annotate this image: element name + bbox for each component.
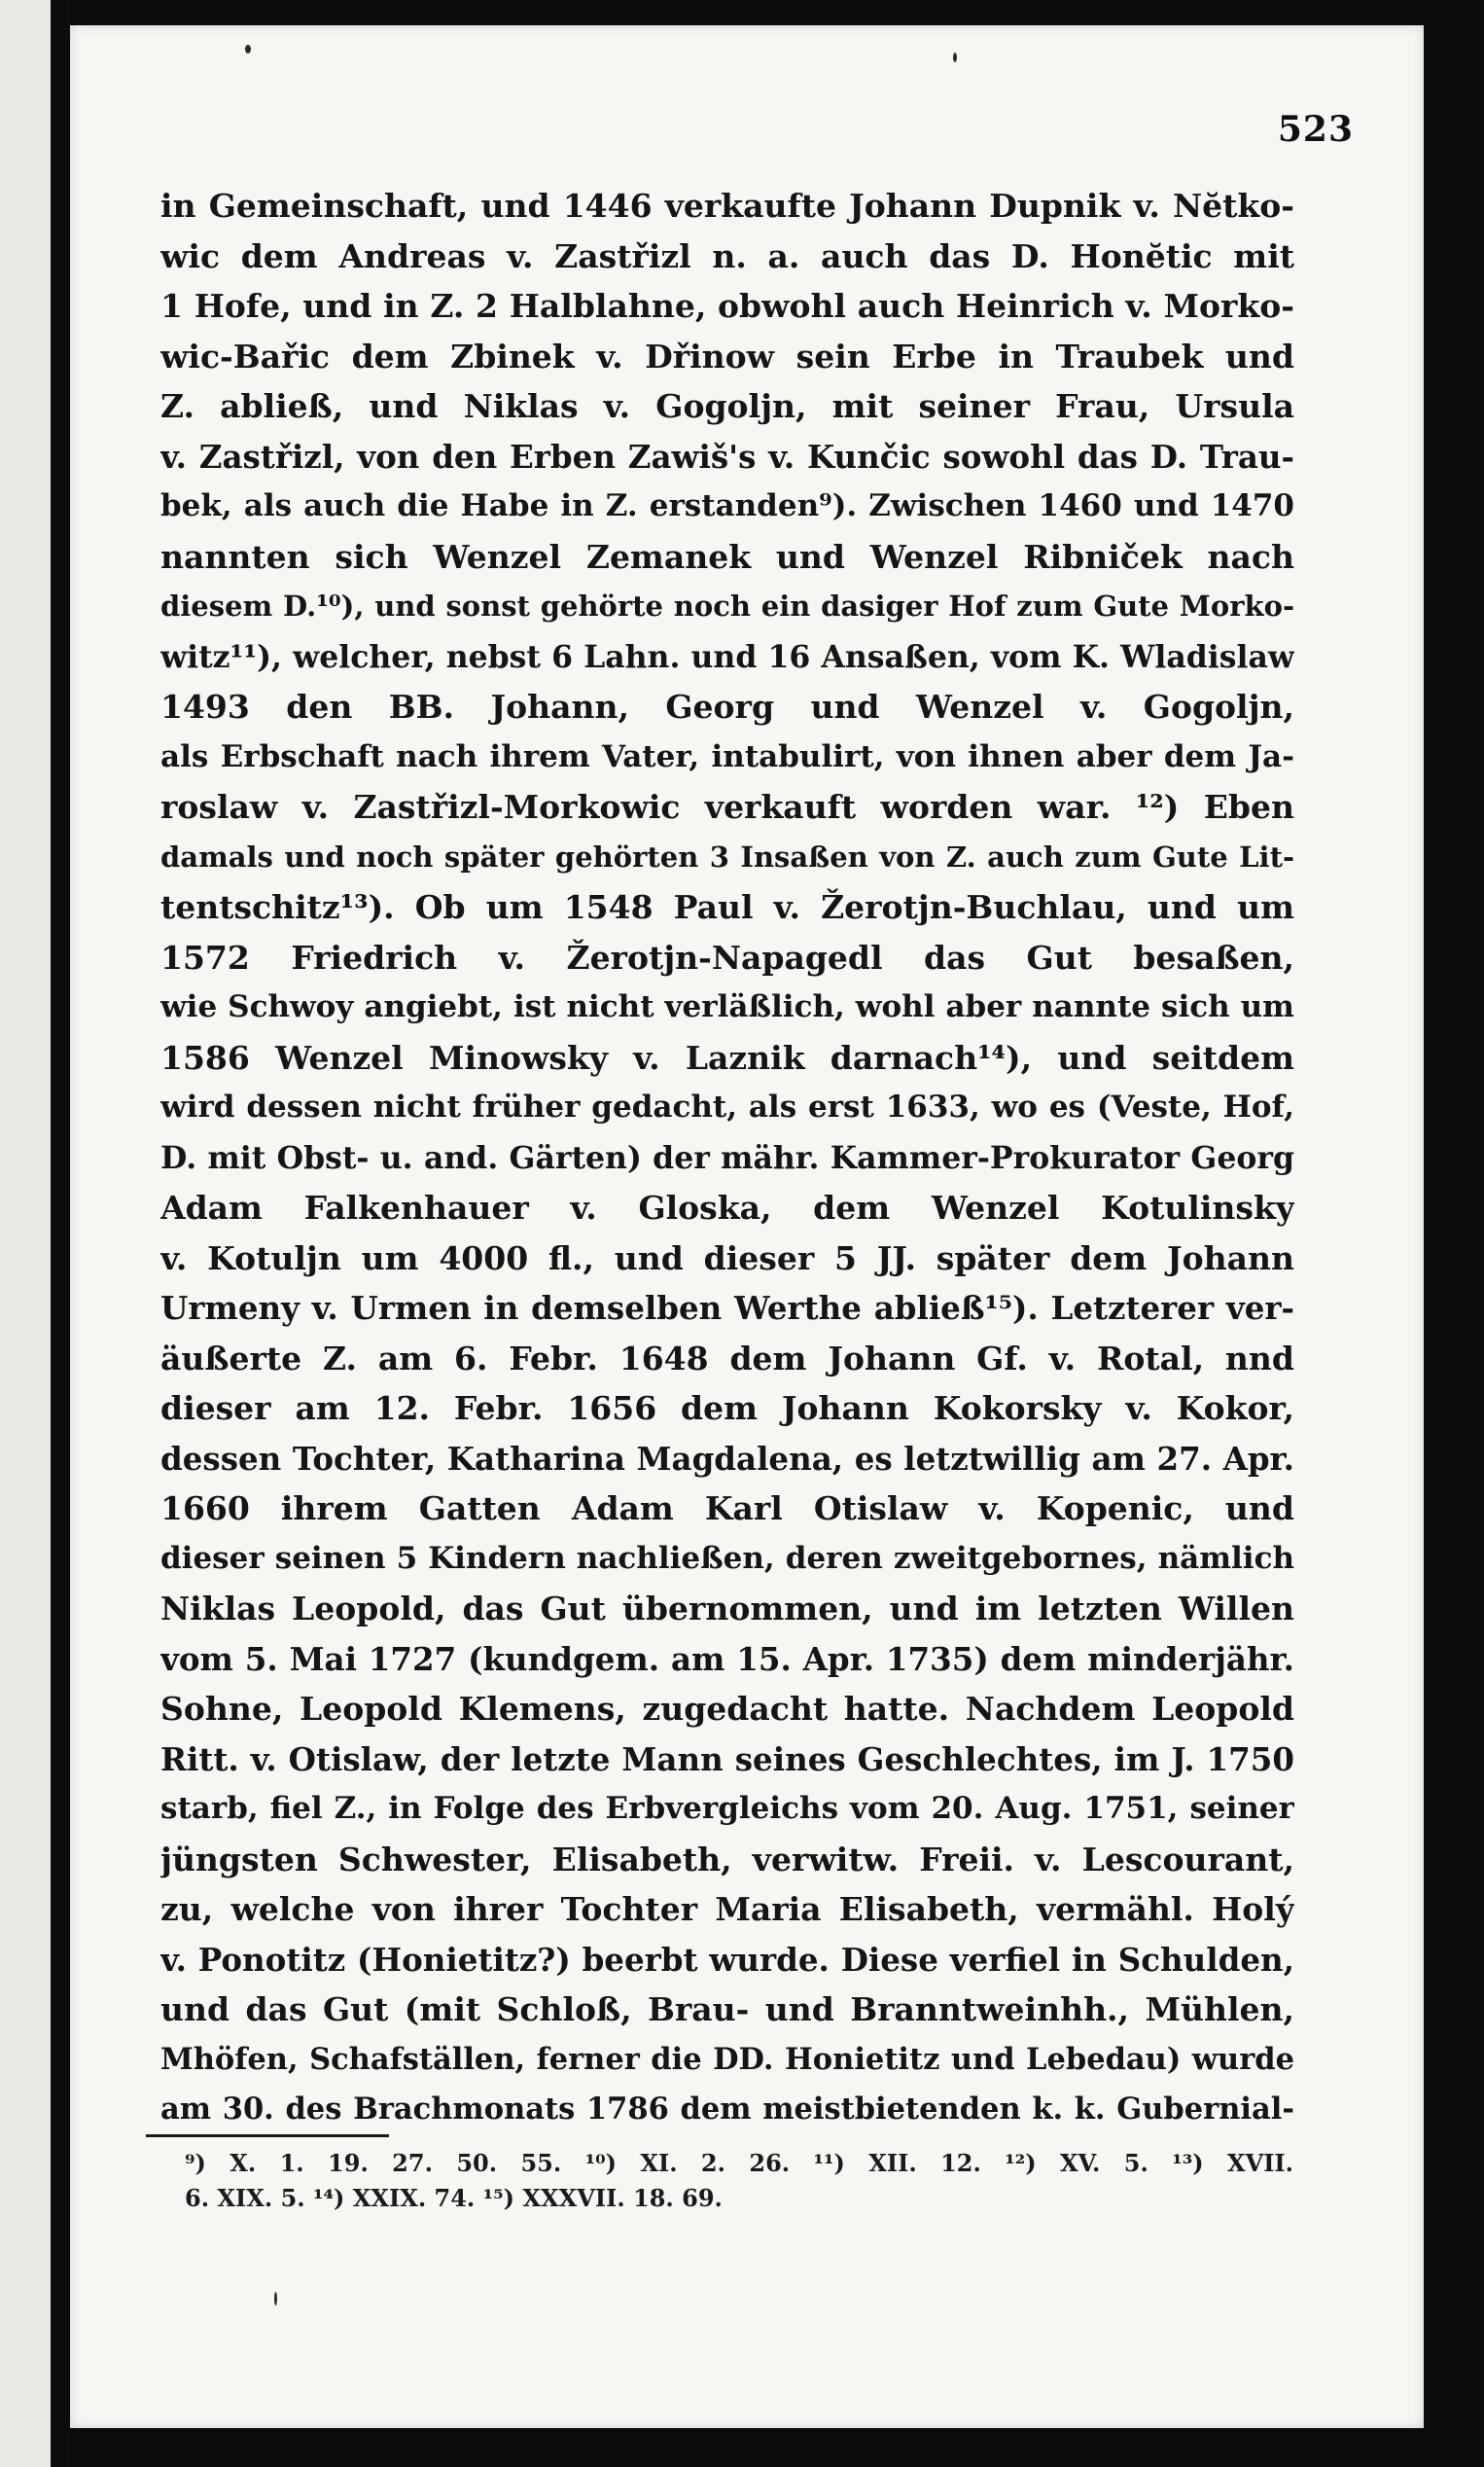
text-line: bek, als auch die Habe in Z. erstanden⁹). Zwischen 1460 und 1470	[160, 488, 1294, 523]
text-line: wird dessen nicht früher gedacht, als erst 1633, wo es (Veste, Hof,	[160, 1090, 1294, 1125]
page-number: 523	[1277, 109, 1354, 150]
text-line: wie Schwoy angiebt, ist nicht verläßlich, wohl aber nannte sich um	[160, 989, 1294, 1024]
footnote-rule	[146, 2134, 389, 2137]
adjacent-page-edge	[0, 0, 51, 2467]
text-line: starb, fiel Z., in Folge des Erbvergleichs vom 20. Aug. 1751, seiner	[160, 1791, 1294, 1826]
text-line: 1572 Friedrich v. Žerotjn-Napagedl das Gut besaßen,	[160, 938, 1294, 977]
text-line: dieser seinen 5 Kindern nachließen, deren zweitgebornes, nämlich	[160, 1540, 1294, 1576]
text-line: v. Ponotitz (Honietitz?) beerbt wurde. Diese verfiel in Schulden,	[160, 1940, 1294, 1979]
text-line: und das Gut (mit Schloß, Brau- und Branntweinhh., Mühlen,	[160, 1990, 1294, 2028]
text-line: 1493 den BB. Johann, Georg und Wenzel v. Gogoljn,	[160, 688, 1294, 726]
text-line: Ritt. v. Otislaw, der letzte Mann seines Geschlechtes, im J. 1750	[160, 1739, 1294, 1778]
speck	[953, 53, 957, 62]
footnote-line: 6. XIX. 5. ¹⁴) XXIX. 74. ¹⁵) XXXVII. 18. 69.	[185, 2184, 723, 2212]
text-line: D. mit Obst- u. and. Gärten) der mähr. Kammer-Prokurator Georg	[160, 1139, 1294, 1176]
text-line: äußerte Z. am 6. Febr. 1648 dem Johann Gf. v. Rotal, nnd	[160, 1339, 1294, 1377]
text-line: witz¹¹), welcher, nebst 6 Lahn. und 16 Ansaßen, vom K. Wladislaw	[160, 638, 1294, 675]
text-line: diesem D.¹⁰), und sonst gehörte noch ein dasiger Hof zum Gute Morko-	[160, 590, 1294, 623]
text-line: v. Kotuljn um 4000 fl., und dieser 5 JJ. später dem Johann	[160, 1238, 1294, 1277]
body-text	[160, 181, 1294, 2135]
text-line: dieser am 12. Febr. 1656 dem Johann Kokorsky v. Kokor,	[160, 1389, 1294, 1427]
text-line: wic dem Andreas v. Zastřizl n. a. auch das D. Honĕtic mit	[160, 236, 1294, 275]
speck	[274, 2292, 277, 2306]
text-line: am 30. des Brachmonats 1786 dem meistbietenden k. k. Gubernial-	[160, 2092, 1294, 2127]
speck	[245, 45, 251, 54]
text-line: als Erbschaft nach ihrem Vater, intabulirt, von ihnen aber dem Ja-	[160, 738, 1294, 774]
text-line: nannten sich Wenzel Zemanek und Wenzel Ribniček nach	[160, 537, 1294, 576]
text-line: zu, welche von ihrer Tochter Maria Elisabeth, vermähl. Holý	[160, 1890, 1294, 1928]
text-line: Niklas Leopold, das Gut übernommen, und im letzten Willen	[160, 1590, 1294, 1627]
text-line: roslaw v. Zastřizl-Morkowic verkauft worden war. ¹²) Eben	[160, 788, 1294, 826]
text-line: Z. abließ, und Niklas v. Gogoljn, mit seiner Frau, Ursula	[160, 387, 1294, 425]
text-line: v. Zastřizl, von den Erben Zawiš's v. Kunčic sowohl das D. Trau-	[160, 437, 1294, 476]
footnote-line: ⁹) X. 1. 19. 27. 50. 55. ¹⁰) XI. 2. 26. ¹¹) XII. 12. ¹²) XV. 5. ¹³) XVII.	[185, 2149, 1293, 2177]
text-line: tentschitz¹³). Ob um 1548 Paul v. Žerotjn-Buchlau, und um	[160, 888, 1294, 926]
text-line: jüngsten Schwester, Elisabeth, verwitw. Freii. v. Lescourant,	[160, 1840, 1294, 1878]
text-line: Adam Falkenhauer v. Gloska, dem Wenzel Kotulinsky	[160, 1189, 1294, 1227]
footnotes	[185, 2146, 1293, 2216]
text-line: 1 Hofe, und in Z. 2 Halblahne, obwohl auch Heinrich v. Morko-	[160, 287, 1294, 325]
text-line: dessen Tochter, Katharina Magdalena, es letztwillig am 27. Apr.	[160, 1439, 1294, 1478]
text-line: Mhöfen, Schafställen, ferner die DD. Honietitz und Lebedau) wurde	[160, 2041, 1294, 2077]
text-line: Urmeny v. Urmen in demselben Werthe abließ¹⁵). Letzterer ver-	[160, 1289, 1294, 1327]
text-line: in Gemeinschaft, und 1446 verkaufte Johann Dupnik v. Nĕtko-	[160, 187, 1294, 225]
text-line: wic-Bařic dem Zbinek v. Dřinow sein Erbe in Traubek und	[160, 337, 1294, 375]
text-line: 1660 ihrem Gatten Adam Karl Otislaw v. Kopenic, und	[160, 1489, 1294, 1527]
book-gutter	[51, 0, 70, 2467]
text-line: damals und noch später gehörten 3 Insaßen von Z. auch zum Gute Lit-	[160, 840, 1294, 874]
book-page	[70, 25, 1424, 2428]
text-line: 1586 Wenzel Minowsky v. Laznik darnach¹⁴), und seitdem	[160, 1038, 1294, 1077]
text-line: vom 5. Mai 1727 (kundgem. am 15. Apr. 1735) dem minderjähr.	[160, 1639, 1294, 1678]
text-line: Sohne, Leopold Klemens, zugedacht hatte. Nachdem Leopold	[160, 1690, 1294, 1728]
